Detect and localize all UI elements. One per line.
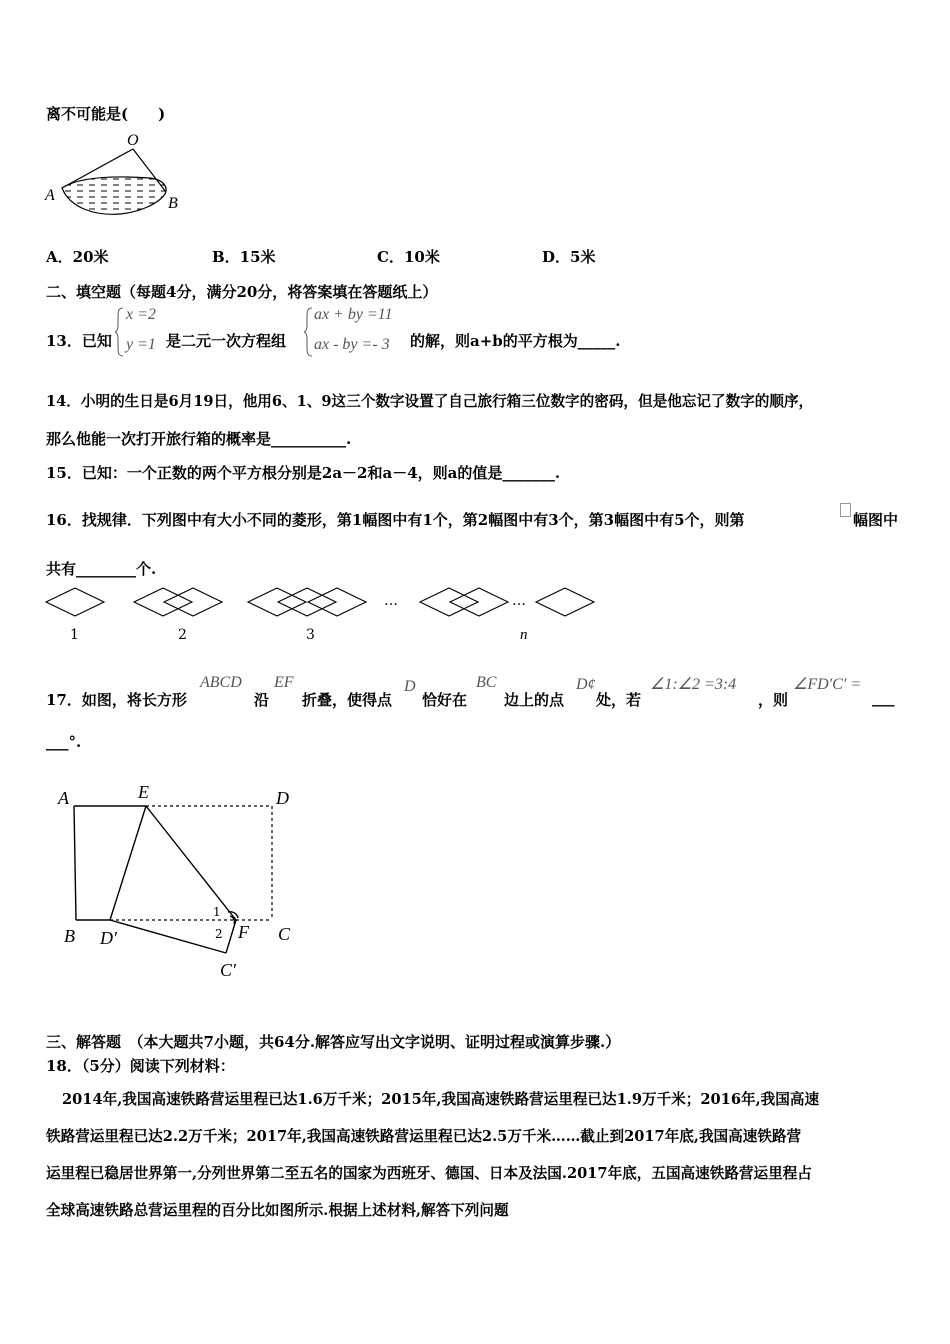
q13-brace-1 (114, 306, 126, 358)
q17-t5: 处，若 (596, 691, 642, 709)
q14-line2: 那么他能一次打开旅行箱的概率是__________. (46, 430, 352, 448)
missing-symbol-box (840, 503, 851, 517)
q18-line-4: 全球高速铁路总营运里程的百分比如图所示.根据上述材料,解答下列问题 (46, 1202, 509, 1219)
q13-sys1-eq2: y =1 (126, 336, 156, 353)
q13-sys2-eq2: ax - by =- 3 (314, 336, 390, 353)
q13-num: 13．已知 (46, 332, 112, 350)
label-c-prime: C′ (220, 960, 236, 980)
q17-bc: BC (476, 674, 497, 691)
q12-option-c[interactable]: C．10米 (377, 248, 440, 266)
q18-line-2: 铁路营运里程已达2.2万千米；2017年,我国高速铁路营运里程已达2.5万千米……截止到2017年底,我国高速铁路营 (46, 1128, 802, 1145)
section-2-title: 二、填空题（每题4分，满分20分，将答案填在答题纸上） (46, 283, 438, 301)
q17-angle: ∠FD′C′ = (793, 676, 862, 693)
q13-sys2-eq1: ax + by =11 (314, 306, 393, 323)
q16-line2: 共有________个. (46, 560, 157, 578)
label-a: A (58, 788, 69, 808)
q12-option-a[interactable]: A．20米 (46, 248, 109, 266)
q12-pond-figure (40, 128, 190, 218)
label-b: B (168, 195, 178, 212)
q17-ratio: ∠1:∠2 =3:4 (650, 676, 737, 693)
q13-tail: 的解，则a+b的平方根为_____. (410, 332, 621, 350)
q17-t6: ，则 (758, 691, 789, 709)
label-angle-2: 2 (215, 927, 223, 941)
section-3-title: 三、解答题 （本大题共7小题，共64分.解答应写出文字说明、证明过程或演算步骤.） (46, 1033, 621, 1051)
figure-label-1: 1 (70, 627, 79, 643)
q17-fold-figure (50, 780, 310, 990)
label-angle-1: 1 (213, 905, 221, 919)
ellipsis-1: … (384, 593, 398, 609)
label-f: F (238, 922, 249, 942)
label-c: C (278, 924, 291, 944)
label-b: B (64, 926, 75, 946)
label-o: O (127, 132, 139, 149)
q17-t1: 沿 (254, 691, 270, 709)
q12-stem-tail: 离不可能是( ) (46, 105, 166, 123)
q18-head: 18．（5分）阅读下列材料： (46, 1057, 235, 1075)
label-d: D (276, 788, 289, 808)
q12-option-b[interactable]: B．15米 (212, 248, 276, 266)
q13-sys1-eq1: x =2 (126, 306, 156, 323)
q17-t3: 恰好在 (422, 691, 468, 709)
q13-mid: 是二元一次方程组 (166, 332, 287, 350)
q14-line1: 14．小明的生日是6月19日，他用6、1、9这三个数字设置了自己旅行箱三位数字的密码，但是他忘记了数字的顺序， (46, 393, 814, 410)
q17-line2: ___°. (46, 733, 82, 751)
label-d-prime: D′ (100, 928, 117, 948)
q17-t2: 折叠，使得点 (302, 691, 393, 709)
q15-text: 15．已知：一个正数的两个平方根分别是2a－2和a－4，则a的值是_______. (46, 464, 561, 482)
q16-line1b: 幅图中 (853, 511, 899, 529)
figure-label-3: 3 (306, 627, 315, 643)
q16-rhombus-figures (40, 585, 610, 645)
q17-d: D (404, 678, 416, 695)
q17-abcd: ABCD (200, 674, 242, 691)
q17-dprime: D¢ (576, 676, 596, 693)
label-a: A (45, 187, 55, 204)
figure-label-2: 2 (178, 627, 187, 643)
q18-line-1: 2014年,我国高速铁路营运里程已达1.6万千米；2015年,我国高速铁路营运里程已达1.9万千米；2016年,我国高速 (62, 1091, 820, 1108)
q12-option-d[interactable]: D．5米 (542, 248, 596, 266)
q16-line1a: 16．找规律．下列图中有大小不同的菱形，第1幅图中有1个，第2幅图中有3个，第3幅图中有5个，则第 (46, 511, 745, 529)
q17-t4: 边上的点 (504, 691, 565, 709)
q17-blank-1: ___ (872, 689, 895, 707)
figure-label-n: n (520, 627, 528, 643)
label-e: E (138, 782, 149, 802)
q17-num: 17．如图，将长方形 (46, 691, 187, 709)
q17-ef: EF (274, 674, 294, 691)
ellipsis-2: … (512, 593, 526, 609)
q18-line-3: 运里程已稳居世界第一,分列世界第二至五名的国家为西班牙、德国、日本及法国.2017年底，五国高速铁路营运里程占 (46, 1165, 812, 1182)
